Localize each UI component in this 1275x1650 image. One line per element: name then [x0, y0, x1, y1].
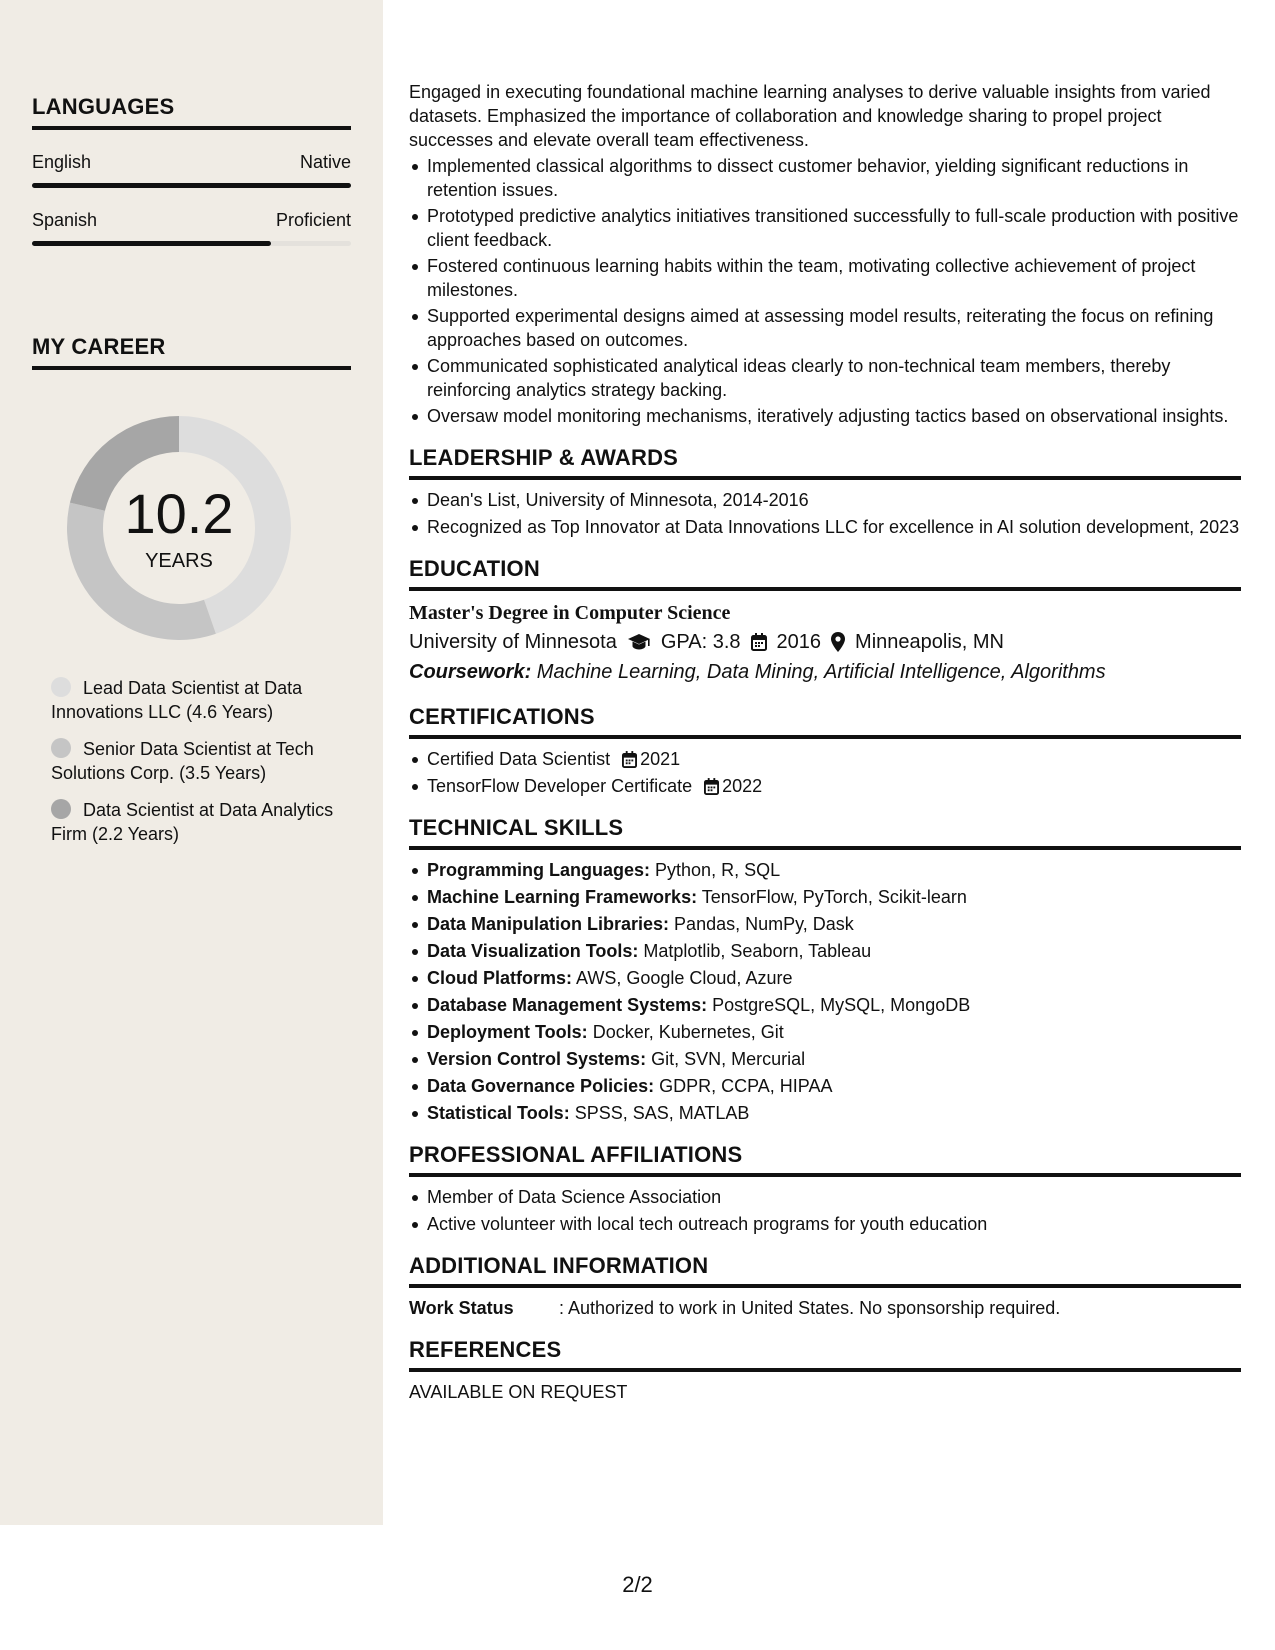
legend-item [51, 798, 341, 846]
skills-heading: TECHNICAL SKILLS [409, 816, 1241, 850]
skill-label: Data Governance Policies: [427, 1076, 655, 1096]
skill-label: Statistical Tools: [427, 1103, 570, 1123]
map-pin-icon [831, 632, 845, 652]
career-total-years: 10.2 [124, 482, 234, 545]
list-item [409, 912, 1241, 936]
career-total-unit: YEARS [145, 550, 213, 572]
skill-value: Python, R, SQL [650, 860, 781, 880]
cert-name: Certified Data Scientist [427, 749, 611, 769]
leadership-list [409, 488, 1241, 539]
list-item [409, 1074, 1241, 1098]
career-section [32, 334, 351, 370]
education-coursework [409, 657, 1241, 687]
experience-summary: Engaged in executing foundational machine learning analyses to derive valuable insights from varied datasets. Emphasized the importance of collaboration and knowledge sharing to propel project successes and elevate overall team effectiveness. [409, 82, 1211, 150]
skill-label: Data Manipulation Libraries: [427, 914, 670, 934]
affiliations-list [409, 1185, 1241, 1236]
certifications-list [409, 747, 1241, 798]
language-level: Proficient [275, 210, 351, 230]
skill-value: Matplotlib, Seaborn, Tableau [638, 941, 872, 961]
skill-label: Database Management Systems: [427, 995, 708, 1015]
cert-name: TensorFlow Developer Certificate [427, 776, 693, 796]
education-degree: Master's Degree in Computer Science [409, 602, 731, 624]
legend-item [51, 676, 341, 724]
skills-list [409, 858, 1241, 1125]
list-item: Supported experimental designs aimed at assessing model results, reiterating the focus on refining approaches based on outcomes. [409, 304, 1241, 352]
list-item: Recognized as Top Innovator at Data Innovations LLC for excellence in AI solution development, 2023 [409, 515, 1241, 539]
list-item [409, 1047, 1241, 1071]
list-item: Dean's List, University of Minnesota, 2014-2016 [409, 488, 1241, 512]
list-item: Communicated sophisticated analytical ideas clearly to non-technical team members, thereby reinforcing analytics strategy backing. [409, 354, 1241, 402]
legend-label: Data Scientist at Data Analytics Firm (2.2 Years) [51, 800, 334, 844]
language-bar-fill [32, 241, 271, 246]
list-item [409, 774, 1241, 798]
education-gpa: GPA: 3.8 [660, 631, 741, 653]
language-row-spanish [32, 210, 351, 231]
legend-dot [51, 799, 71, 819]
language-row-english [32, 152, 351, 173]
language-bar-english [32, 183, 351, 188]
language-name: Spanish [32, 210, 98, 230]
legend-dot [51, 677, 71, 697]
skill-label: Cloud Platforms: [427, 968, 573, 988]
education-heading: EDUCATION [409, 557, 1241, 591]
list-item [409, 1020, 1241, 1044]
cert-year: 2021 [640, 749, 681, 769]
calendar-icon [622, 751, 637, 768]
education-school: University of Minnesota [409, 631, 617, 653]
skill-value: AWS, Google Cloud, Azure [572, 968, 793, 988]
legend-item [51, 737, 341, 785]
skill-label: Deployment Tools: [427, 1022, 588, 1042]
sidebar [0, 0, 383, 1525]
coursework-value: Machine Learning, Data Mining, Artificial Intelligence, Algorithms [531, 661, 1106, 683]
education-details [409, 627, 1241, 657]
list-item [409, 747, 1241, 771]
work-status-key: Work Status [409, 1298, 514, 1318]
certifications-heading: CERTIFICATIONS [409, 705, 1241, 739]
languages-section [32, 94, 351, 246]
skill-value: PostgreSQL, MySQL, MongoDB [707, 995, 971, 1015]
additional-info-heading: ADDITIONAL INFORMATION [409, 1254, 1241, 1288]
skill-label: Machine Learning Frameworks: [427, 887, 698, 907]
references-text: AVAILABLE ON REQUEST [409, 1382, 628, 1402]
education-year: 2016 [776, 631, 822, 653]
graduation-cap-icon [627, 633, 651, 651]
page-number: 2/2 [622, 1572, 653, 1597]
skill-label: Version Control Systems: [427, 1049, 647, 1069]
list-item: Active volunteer with local tech outreach programs for youth education [409, 1212, 1241, 1236]
skill-value: Git, SVN, Mercurial [646, 1049, 806, 1069]
legend-label: Senior Data Scientist at Tech Solutions Corp. (3.5 Years) [51, 739, 314, 783]
list-item [409, 966, 1241, 990]
work-status-value: : Authorized to work in United States. No sponsorship required. [559, 1298, 1061, 1318]
list-item [409, 939, 1241, 963]
career-heading: MY CAREER [32, 334, 351, 370]
experience-bullets [409, 154, 1241, 428]
education-location: Minneapolis, MN [855, 631, 1004, 653]
list-item [409, 1101, 1241, 1125]
skill-value: Docker, Kubernetes, Git [587, 1022, 784, 1042]
cert-year: 2022 [722, 776, 763, 796]
language-bar-fill [32, 183, 351, 188]
list-item: Implemented classical algorithms to dissect customer behavior, yielding significant reductions in retention issues. [409, 154, 1241, 202]
legend-dot [51, 738, 71, 758]
list-item: Fostered continuous learning habits within the team, motivating collective achievement of project milestones. [409, 254, 1241, 302]
skill-value: SPSS, SAS, MATLAB [569, 1103, 750, 1123]
work-status-row [409, 1296, 1241, 1320]
list-item [409, 858, 1241, 882]
list-item: Member of Data Science Association [409, 1185, 1241, 1209]
language-name: English [32, 152, 92, 172]
language-bar-spanish [32, 241, 351, 246]
affiliations-heading: PROFESSIONAL AFFILIATIONS [409, 1143, 1241, 1177]
legend-label: Lead Data Scientist at Data Innovations LLC (4.6 Years) [51, 678, 303, 722]
list-item [409, 885, 1241, 909]
career-legend [51, 676, 341, 859]
coursework-label: Coursework: [409, 661, 532, 683]
list-item: Prototyped predictive analytics initiatives transitioned successfully to full-scale production with positive client feedback. [409, 204, 1241, 252]
skill-value: TensorFlow, PyTorch, Scikit-learn [697, 887, 967, 907]
calendar-icon [704, 778, 719, 795]
calendar-icon [751, 633, 767, 651]
main-content [409, 80, 1241, 1404]
list-item: Oversaw model monitoring mechanisms, iteratively adjusting tactics based on observational insights. [409, 404, 1241, 428]
skill-label: Programming Languages: [427, 860, 651, 880]
leadership-heading: LEADERSHIP & AWARDS [409, 446, 1241, 480]
skill-value: GDPR, CCPA, HIPAA [654, 1076, 833, 1096]
references-heading: REFERENCES [409, 1338, 1241, 1372]
skill-value: Pandas, NumPy, Dask [669, 914, 854, 934]
list-item [409, 993, 1241, 1017]
language-level: Native [299, 152, 351, 172]
skill-label: Data Visualization Tools: [427, 941, 639, 961]
languages-heading: LANGUAGES [32, 94, 351, 130]
career-donut-chart [67, 416, 291, 640]
